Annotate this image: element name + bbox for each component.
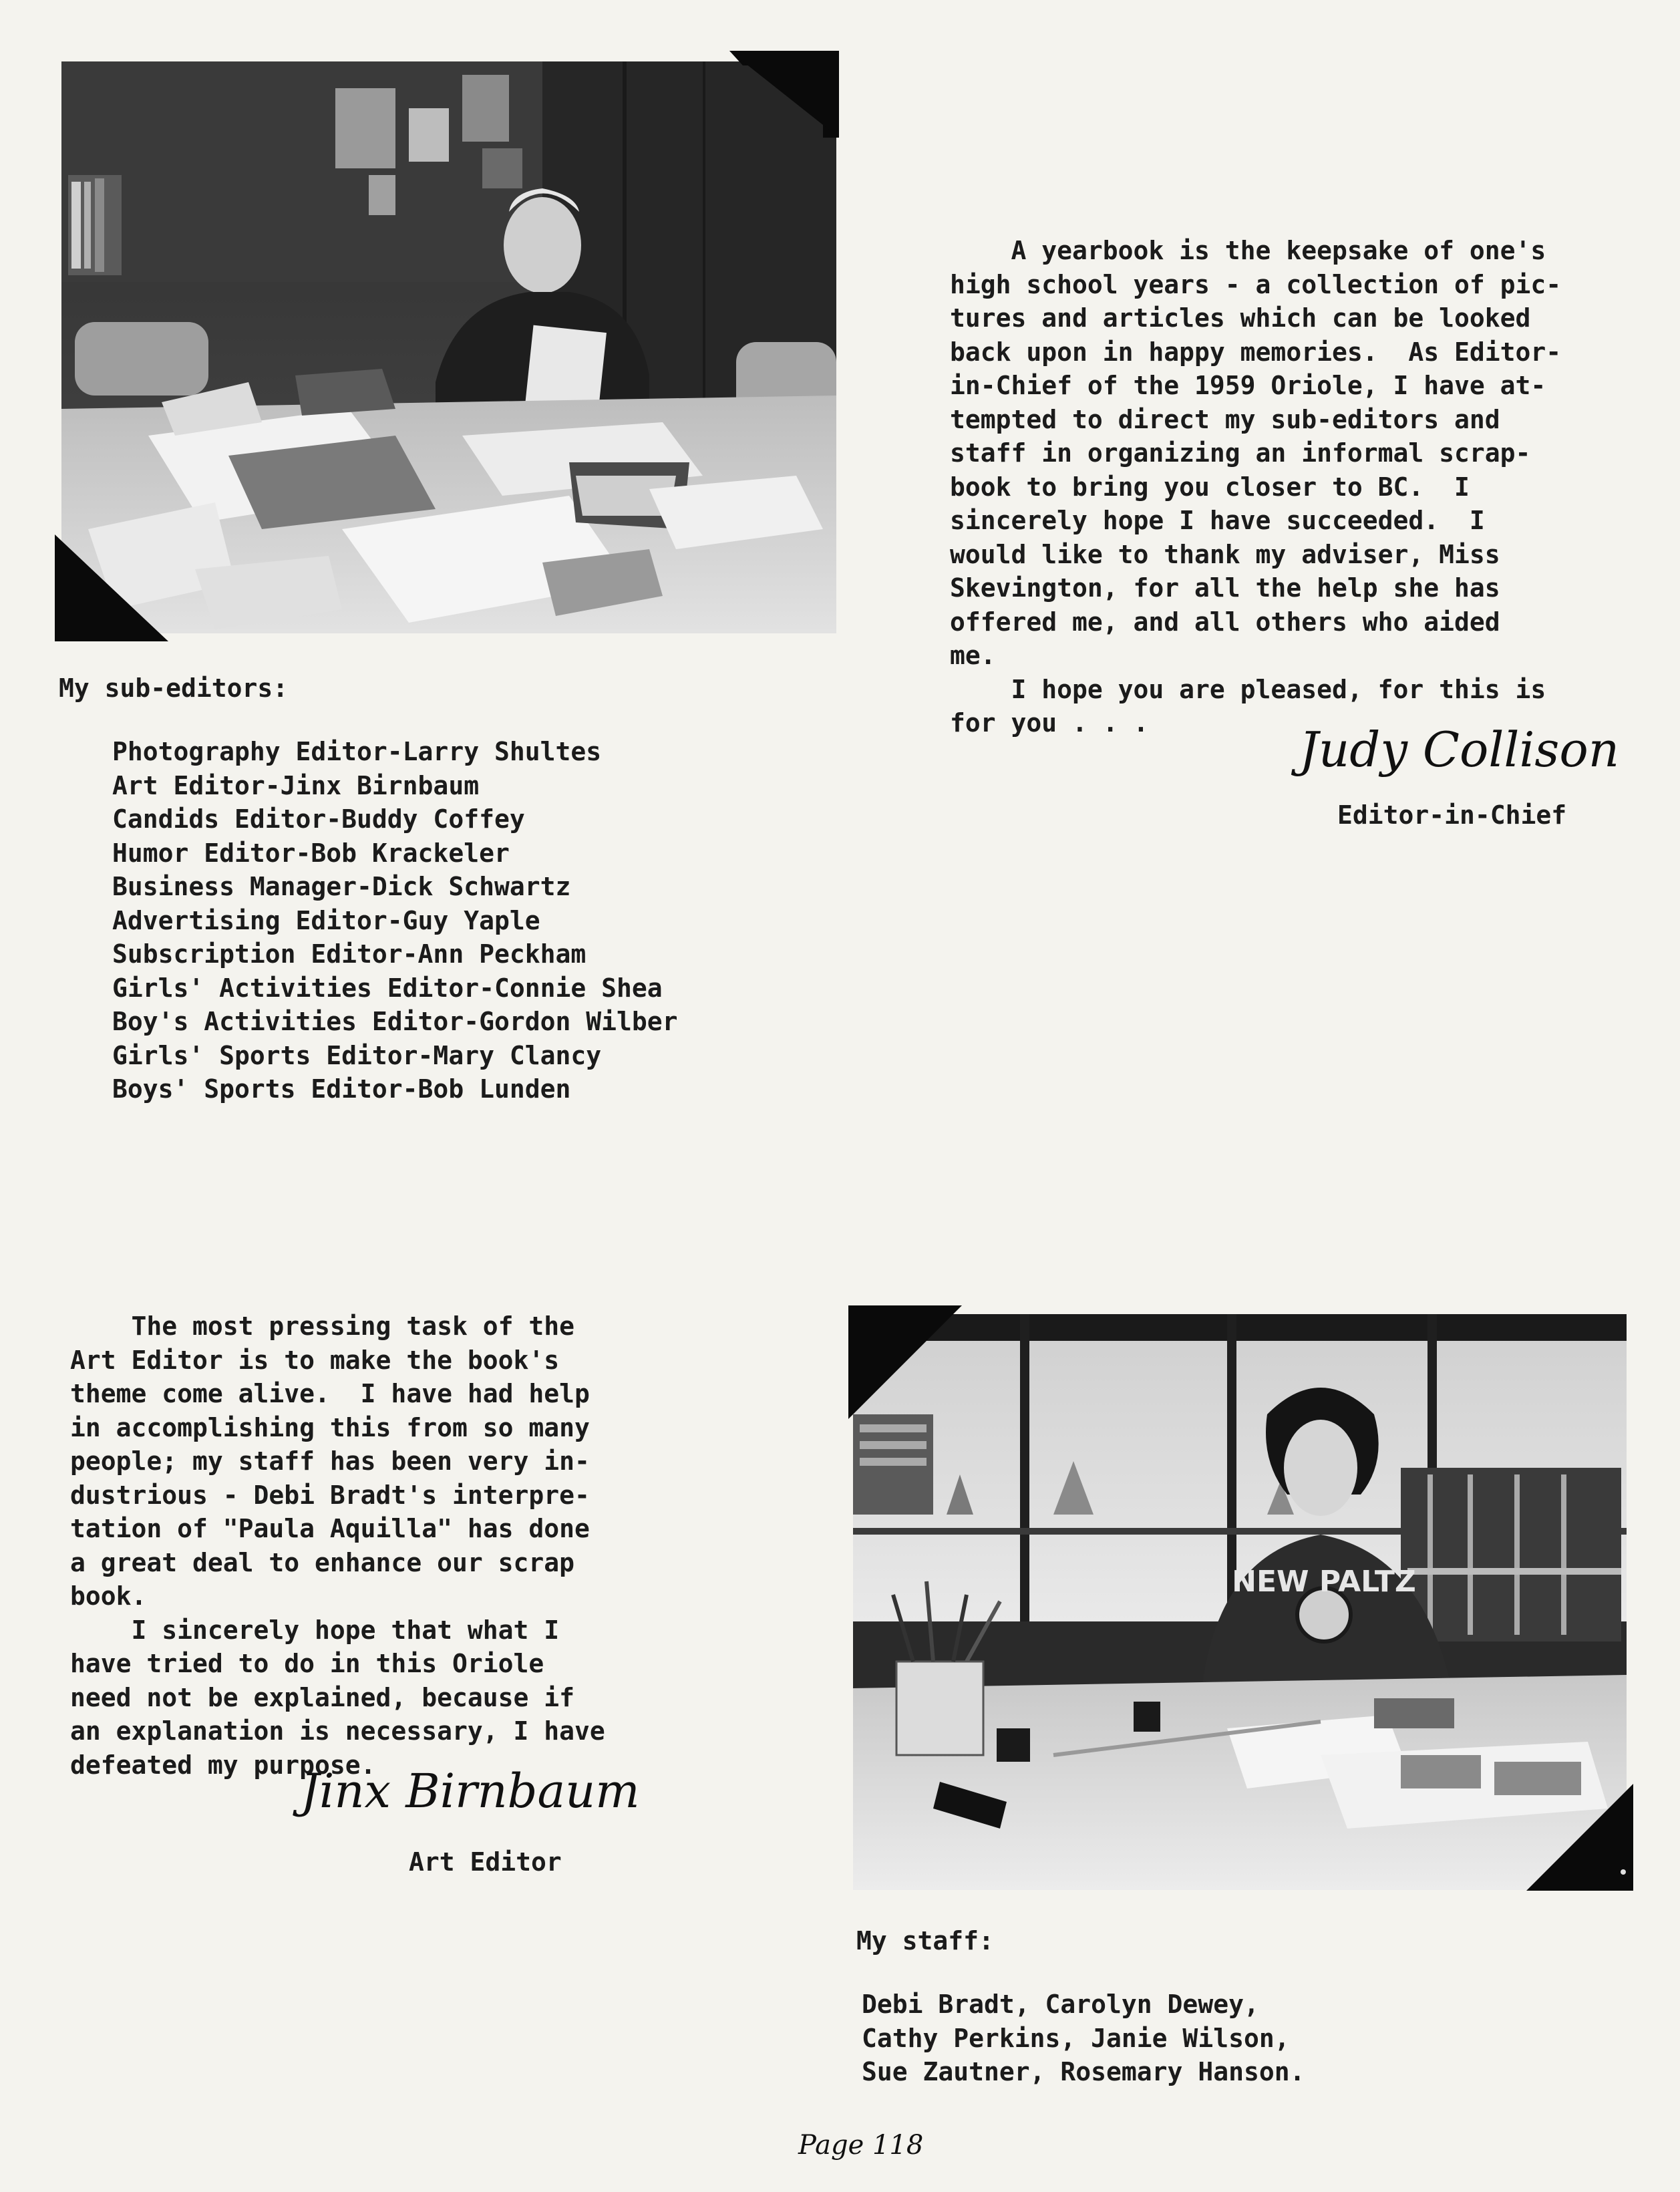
letter-line: would like to thank my adviser, Miss xyxy=(950,539,1500,569)
art-staff-list xyxy=(862,1988,1305,2089)
art-editor-letter xyxy=(70,1309,605,1782)
staff-line: Business Manager-Dick Schwartz xyxy=(112,872,571,901)
staff-line: Girls' Sports Editor-Mary Clancy xyxy=(112,1040,602,1070)
photo-corner-top-right xyxy=(729,51,839,138)
art-editor-photo-art xyxy=(853,1314,1627,1890)
letter-line: defeated my purpose. xyxy=(70,1750,376,1780)
letter-line: I hope you are pleased, for this is xyxy=(950,674,1546,704)
staff-line: Candids Editor-Buddy Coffey xyxy=(112,804,525,834)
letter-line: staff in organizing an informal scrap- xyxy=(950,438,1531,468)
staff-line: Advertising Editor-Guy Yaple xyxy=(112,905,540,935)
editor-in-chief-photo-art xyxy=(61,61,836,633)
staff-line: Sue Zautner, Rosemary Hanson. xyxy=(862,2057,1305,2086)
staff-line: Photography Editor-Larry Shultes xyxy=(112,737,602,766)
photo-corner-top-left xyxy=(848,1305,962,1419)
staff-line: Humor Editor-Bob Krackeler xyxy=(112,838,510,868)
letter-line: in-Chief of the 1959 Oriole, I have at- xyxy=(950,371,1546,400)
staff-line: Boys' Sports Editor-Bob Lunden xyxy=(112,1074,571,1104)
editor-in-chief-title: Editor-in-Chief xyxy=(1337,800,1567,830)
letter-line: The most pressing task of the xyxy=(70,1311,574,1341)
letter-line: tempted to direct my sub-editors and xyxy=(950,404,1500,434)
letter-line: in accomplishing this from so many xyxy=(70,1412,590,1442)
sub-editors-list xyxy=(112,735,677,1106)
letter-line: offered me, and all others who aided xyxy=(950,607,1500,637)
letter-line: book. xyxy=(70,1581,147,1611)
letter-line: me. xyxy=(950,641,996,670)
editor-in-chief-letter xyxy=(950,234,1561,740)
art-editor-photo xyxy=(853,1314,1627,1890)
staff-line: Art Editor-Jinx Birnbaum xyxy=(112,770,480,800)
letter-line: sincerely hope I have succeeded. I xyxy=(950,506,1485,535)
letter-line: people; my staff has been very in- xyxy=(70,1446,590,1476)
staff-line: Boy's Activities Editor-Gordon Wilber xyxy=(112,1007,678,1036)
letter-line: an explanation is necessary, I have xyxy=(70,1716,605,1746)
letter-line: Art Editor is to make the book's xyxy=(70,1345,560,1375)
letter-line: need not be explained, because if xyxy=(70,1682,574,1712)
editor-in-chief-signature: Judy Collison xyxy=(1299,722,1620,778)
letter-line: I sincerely hope that what I xyxy=(70,1615,560,1645)
staff-line: Debi Bradt, Carolyn Dewey, xyxy=(862,1990,1259,2019)
staff-line: Cathy Perkins, Janie Wilson, xyxy=(862,2023,1290,2053)
sweatshirt-text: NEW PALTZ xyxy=(1232,1565,1416,1599)
staff-line: Girls' Activities Editor-Connie Shea xyxy=(112,973,663,1003)
letter-line: have tried to do in this Oriole xyxy=(70,1649,544,1678)
letter-line: tation of "Paula Aquilla" has done xyxy=(70,1514,590,1543)
letter-line: a great deal to enhance our scrap xyxy=(70,1547,574,1577)
letter-line: theme come alive. I have had help xyxy=(70,1379,590,1408)
letter-line: high school years - a collection of pic- xyxy=(950,269,1562,299)
letter-line: for you . . . xyxy=(950,708,1149,738)
letter-line: Skevington, for all the help she has xyxy=(950,573,1500,603)
letter-line: tures and articles which can be looked xyxy=(950,303,1531,333)
art-editor-title: Art Editor xyxy=(409,1847,562,1877)
photo-corner-bottom-left xyxy=(55,534,168,641)
letter-line: book to bring you closer to BC. I xyxy=(950,472,1470,502)
staff-line: Subscription Editor-Ann Peckham xyxy=(112,939,586,969)
letter-line: A yearbook is the keepsake of one's xyxy=(950,236,1546,265)
letter-line: dustrious - Debi Bradt's interpre- xyxy=(70,1480,590,1510)
photo-corner-bottom-right xyxy=(1526,1784,1633,1891)
art-editor-signature: Jinx Birnbaum xyxy=(301,1764,640,1819)
letter-line: back upon in happy memories. As Editor- xyxy=(950,337,1562,367)
art-staff-caption: My staff: xyxy=(856,1926,994,1955)
editor-in-chief-photo xyxy=(61,61,836,633)
sub-editors-caption: My sub-editors: xyxy=(59,673,289,703)
page-number: Page 118 xyxy=(798,2130,924,2161)
